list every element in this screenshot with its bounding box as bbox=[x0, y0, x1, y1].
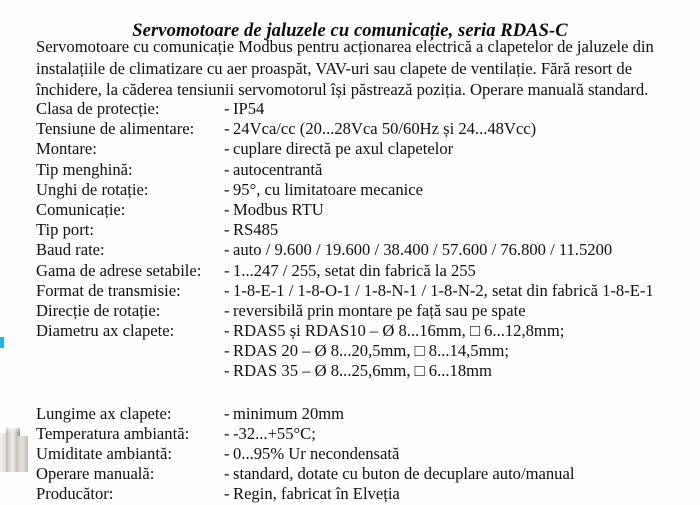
spec-dash: - bbox=[224, 280, 230, 300]
spec-row bbox=[36, 160, 686, 180]
spec-value bbox=[224, 180, 686, 200]
spec-dash: - bbox=[224, 179, 230, 199]
spec-value bbox=[224, 424, 686, 444]
intro-paragraph bbox=[36, 36, 670, 101]
page-title: Servomotoare de jaluzele cu comunicație, seria RDAS-C bbox=[132, 21, 568, 42]
spec-row-continuation bbox=[36, 361, 686, 381]
spec-row bbox=[36, 484, 686, 504]
spec-value-text: 1...247 / 255, setat din fabrică la 255 bbox=[233, 260, 476, 280]
spec-value-text: 24Vca/cc (20...28Vca 50/60Hz și 24...48Vcc) bbox=[233, 119, 537, 139]
spec-value bbox=[224, 321, 686, 341]
spec-value bbox=[224, 261, 686, 281]
spec-value bbox=[224, 404, 686, 424]
intro-line-2: instalațiile de climatizare cu aer proaspăt, VAV-uri sau clapete de ventilație. Fără resort de bbox=[36, 58, 633, 78]
spec-value bbox=[224, 99, 686, 119]
spec-label: Format de transmisie: bbox=[36, 280, 181, 300]
spec-value-text: RS485 bbox=[233, 220, 279, 240]
photo-slab-left bbox=[0, 433, 7, 472]
left-edge-color-mark bbox=[0, 337, 4, 348]
spec-value-text: auto / 9.600 / 19.600 / 38.400 / 57.600 / 76.800 / 11.5200 bbox=[233, 240, 613, 260]
spec-value bbox=[224, 464, 686, 484]
spec-label: Clasa de protecție: bbox=[36, 99, 160, 118]
spec-value bbox=[224, 484, 686, 504]
spec-dash: - bbox=[224, 119, 230, 139]
photo-slab-center bbox=[6, 428, 20, 472]
spec-label: Tip port: bbox=[36, 220, 94, 240]
spec-value-text: standard, dotate cu buton de decuplare auto/manual bbox=[233, 464, 575, 484]
spec-row bbox=[36, 281, 686, 301]
spec-label: Tip menghină: bbox=[36, 159, 133, 179]
spec-row bbox=[36, 321, 686, 341]
specifications-list bbox=[36, 99, 686, 505]
spec-dash: - bbox=[224, 484, 230, 504]
spec-label: Lungime ax clapete: bbox=[36, 403, 172, 423]
spec-dash: - bbox=[224, 199, 230, 219]
spec-dash: - bbox=[224, 403, 230, 423]
spec-label: Comunicație: bbox=[36, 199, 126, 219]
spec-value-text: IP54 bbox=[233, 99, 265, 118]
spec-value-text: Regin, fabricat în Elveția bbox=[233, 484, 400, 504]
spec-label: Diametru ax clapete: bbox=[36, 321, 175, 341]
spec-value-text: 95°, cu limitatoare mecanice bbox=[233, 179, 424, 199]
spec-row bbox=[36, 180, 686, 200]
spec-value bbox=[224, 341, 686, 361]
spec-label: Gama de adrese setabile: bbox=[36, 260, 202, 280]
spec-dash: - bbox=[224, 139, 230, 159]
spec-label: Umiditate ambiantă: bbox=[36, 444, 172, 463]
spec-row bbox=[36, 139, 686, 159]
spec-value-text: autocentrantă bbox=[233, 159, 323, 179]
intro-line-3: închidere, la căderea tensiunii servomotorul își păstrează poziția. Operare manuală standard. bbox=[36, 80, 649, 99]
spec-label: Baud rate: bbox=[36, 240, 105, 260]
spec-row bbox=[36, 220, 686, 240]
photo-fade-overlay bbox=[0, 424, 30, 472]
spec-value-text: 1-8-E-1 / 1-8-O-1 / 1-8-N-1 / 1-8-N-2, setat din fabrică 1-8-E-1 bbox=[233, 280, 654, 300]
spec-label: Direcție de rotație: bbox=[36, 300, 161, 320]
spec-dash: - bbox=[224, 159, 230, 179]
spec-row bbox=[36, 261, 686, 281]
spec-dash: - bbox=[224, 260, 230, 280]
spec-dash: - bbox=[224, 361, 230, 381]
spec-row bbox=[36, 301, 686, 321]
spec-value bbox=[224, 200, 686, 220]
spec-value-text: -32...+55°C; bbox=[233, 423, 316, 443]
spec-row bbox=[36, 200, 686, 220]
spec-row-continuation bbox=[36, 341, 686, 361]
spec-dash: - bbox=[224, 220, 230, 240]
photo-slab-right bbox=[17, 436, 28, 472]
spec-value-text: minimum 20mm bbox=[233, 403, 345, 423]
spec-value-text: 0...95% Ur necondensată bbox=[233, 444, 400, 463]
spec-row bbox=[36, 99, 686, 119]
spec-value bbox=[224, 119, 686, 139]
spec-label: Montare: bbox=[36, 139, 97, 159]
spec-value bbox=[224, 281, 686, 301]
spec-label: Temperatura ambiantă: bbox=[36, 423, 190, 443]
spec-dash: - bbox=[224, 321, 230, 341]
spec-dash: - bbox=[224, 99, 230, 118]
spec-label: Unghi de rotație: bbox=[36, 179, 149, 199]
spec-value bbox=[224, 220, 686, 240]
spec-label: Operare manuală: bbox=[36, 464, 155, 484]
spec-row bbox=[36, 240, 686, 260]
spec-label: Producător: bbox=[36, 484, 114, 504]
intro-line-1: Servomotoare cu comunicație Modbus pentru acționarea electrică a clapetelor de jaluzele din bbox=[36, 37, 654, 56]
spec-dash: - bbox=[224, 444, 230, 463]
spec-label: Tensiune de alimentare: bbox=[36, 119, 195, 139]
spec-value-text: reversibilă prin montare pe față sau pe spate bbox=[233, 300, 526, 320]
product-photo-edge bbox=[0, 424, 30, 472]
spec-value-text: RDAS 20 – Ø 8...20,5mm, □ 8...14,5mm; bbox=[233, 341, 510, 361]
spec-row bbox=[36, 464, 686, 484]
spec-row bbox=[36, 424, 686, 444]
spec-value bbox=[224, 444, 686, 464]
spec-row bbox=[36, 404, 686, 424]
spec-value-text: cuplare directă pe axul clapetelor bbox=[233, 139, 454, 159]
spec-value bbox=[224, 240, 686, 260]
spec-value bbox=[224, 301, 686, 321]
spec-value bbox=[224, 139, 686, 159]
spec-dash: - bbox=[224, 300, 230, 320]
spec-dash: - bbox=[224, 341, 230, 361]
spec-value bbox=[224, 160, 686, 180]
spec-value-text: RDAS 35 – Ø 8...25,6mm, □ 6...18mm bbox=[233, 361, 492, 381]
spec-row bbox=[36, 444, 686, 464]
spec-row bbox=[36, 119, 686, 139]
spec-dash: - bbox=[224, 464, 230, 484]
spec-value-text: RDAS5 și RDAS10 – Ø 8...16mm, □ 6...12,8mm; bbox=[233, 321, 565, 341]
spec-value-text: Modbus RTU bbox=[233, 199, 324, 219]
spec-dash: - bbox=[224, 240, 230, 260]
spec-dash: - bbox=[224, 423, 230, 443]
spec-value bbox=[224, 361, 686, 381]
